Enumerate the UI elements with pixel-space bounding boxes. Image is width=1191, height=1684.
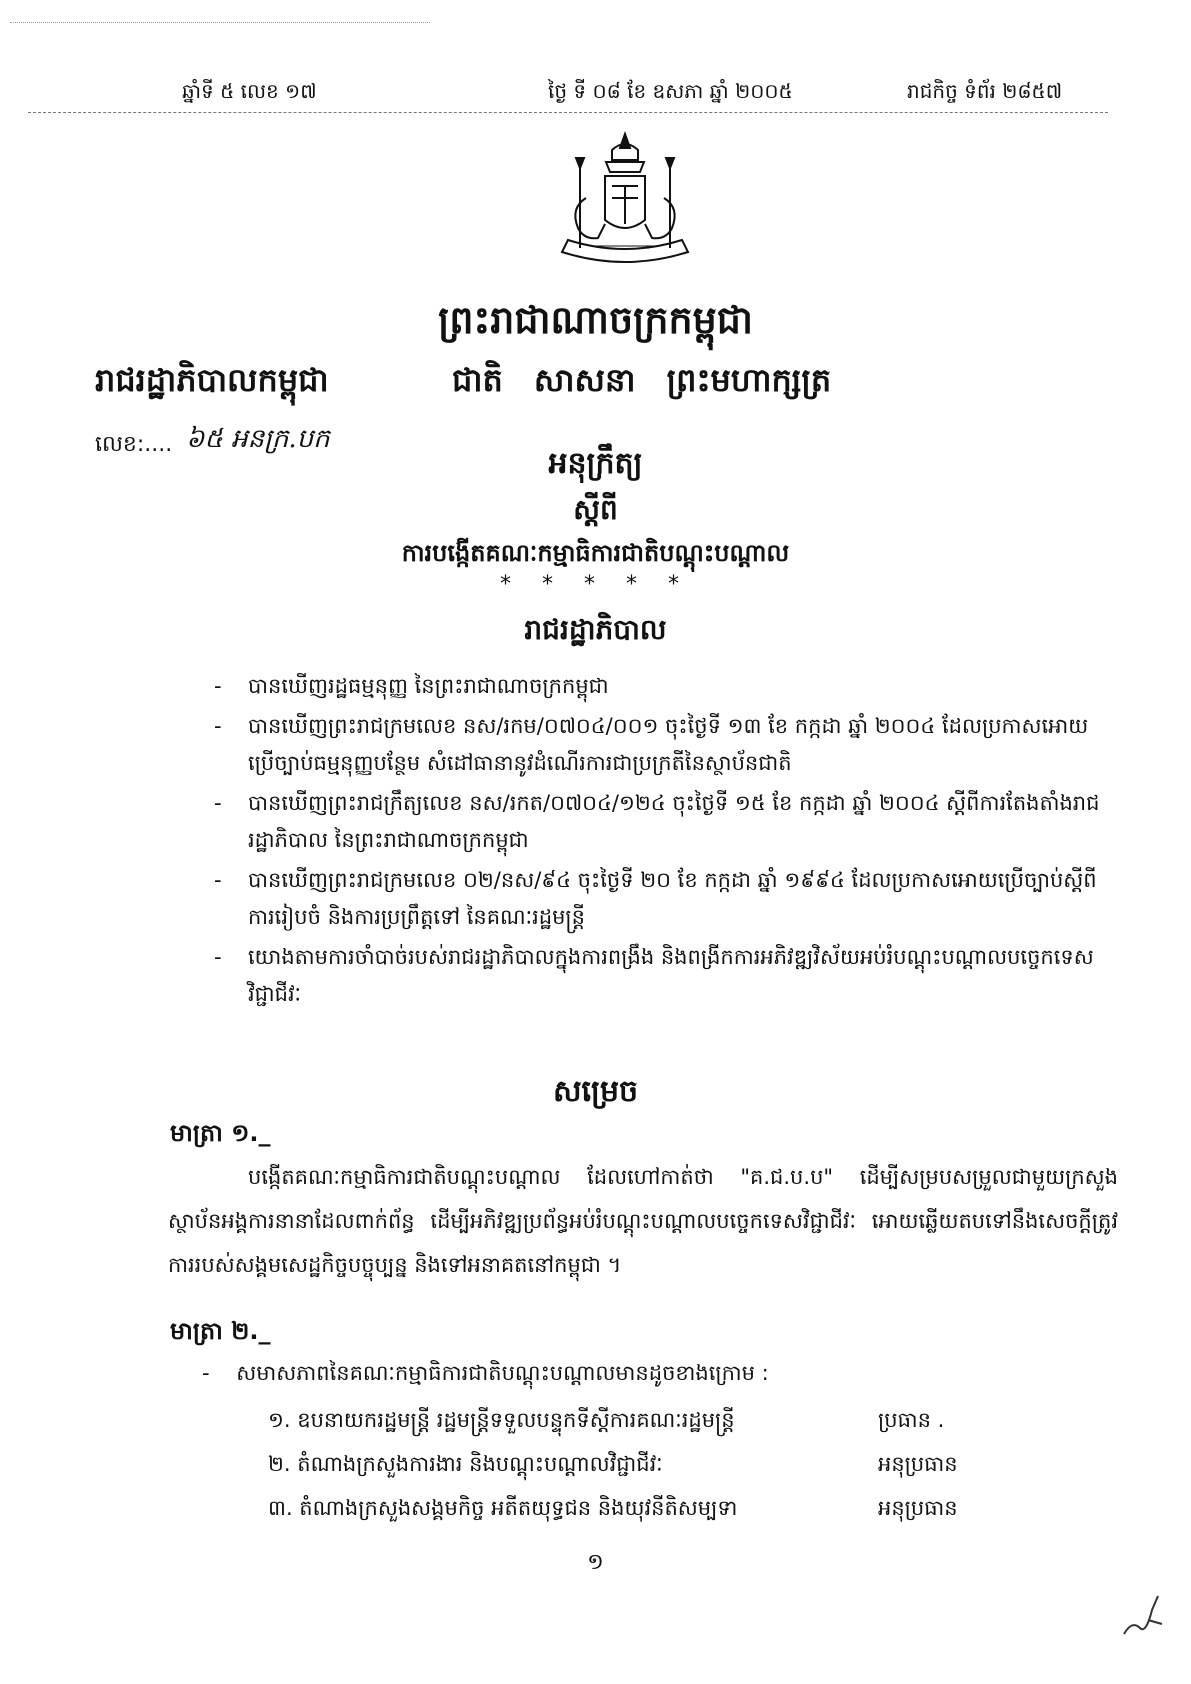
list-item: - បានឃើញព្រះរាជក្រមលេខ ០២/នស/៩៤ ចុះថ្ងៃទី ២០ ខែ កក្កដា ឆ្នាំ ១៩៩៤ ដែលប្រកាសអោយប្រើច្បាប់ស្តីពីការរៀបចំ និងការប្រព្រឹត្តទៅ នៃគណៈរដ្ឋមន្ត្រី (214, 868, 1097, 929)
document-type: អនុក្រឹត្យ (548, 446, 643, 481)
document-number-value: ៦៥ អនក្រ.បក (186, 424, 330, 454)
member-name: ១. ឧបនាយករដ្ឋមន្ត្រី រដ្ឋមន្ត្រីទទួលបន្ទុកទីស្តីការគណៈរដ្ឋមន្ត្រី (268, 1407, 735, 1432)
list-item (268, 1444, 988, 1488)
government-name: រាជរដ្ឋាភិបាលកម្ពុជា (95, 361, 329, 399)
list-item (268, 1488, 988, 1532)
initial-mark-icon (1118, 1590, 1168, 1640)
page-number: ១ (587, 1550, 604, 1575)
document-subject: ការបង្កើតគណៈកម្មាធិការជាតិបណ្តុះបណ្តាល (401, 539, 790, 567)
list-item: - បានឃើញរដ្ឋធម្មនុញ្ញ នៃព្រះរាជាណាចក្រកម្ពុជា (214, 674, 609, 698)
gazette-year-issue: ឆ្នាំទី ៥ លេខ ១៧ (182, 79, 317, 103)
gazette-page: រាជកិច្ច ទំព័រ ២៨៥៧ (907, 79, 1063, 103)
recital-text: បានឃើញព្រះរាជក្រមលេខ ០២/នស/៩៤ ចុះថ្ងៃទី ២០ ខែ កក្កដា ឆ្នាំ ១៩៩៤ ដែលប្រកាសអោយប្រើច្បាប់ស្តីពីការរៀបចំ និងការប្រព្រឹត្តទៅ នៃគណៈរដ្ឋមន្ត្រី (248, 868, 1097, 929)
kingdom-title: ព្រះរាជាណាចក្រកម្ពុជា (438, 298, 753, 342)
list-item: - យោងតាមការចាំបាច់របស់រាជរដ្ឋាភិបាលក្នុងការពង្រឹង និងពង្រីកការអភិវឌ្ឍវិស័យអប់រំបណ្តុះបណ្តាលបច្ចេកទេសវិជ្ជាជីវៈ (214, 945, 1094, 1006)
list-item (268, 1400, 988, 1444)
about-label: ស្តីពី (573, 493, 618, 526)
gazette-date: ថ្ងៃ ទី ០៨ ខែ ឧសភា ឆ្នាំ ២០០៥ (548, 79, 793, 103)
member-role: ប្រធាន . (878, 1407, 945, 1432)
document-number-label: លេខ:.... (95, 432, 173, 457)
article-1-heading: មាត្រា ១._ (170, 1119, 271, 1147)
list-item: - បានឃើញព្រះរាជក្រឹត្យលេខ នស/រកត/០៧០៤/១២៤ ចុះថ្ងៃទី ១៥ ខែ កក្កដា ឆ្នាំ ២០០៤ ស្តីពីការតែងតាំងរាជរដ្ឋាភិបាល នៃព្រះរាជាណាចក្រកម្ពុជា (214, 791, 1100, 852)
recital-text: បានឃើញរដ្ឋធម្មនុញ្ញ នៃព្រះរាជាណាចក្រកម្ពុជា (248, 674, 609, 698)
decision-title: សម្រេច (552, 1074, 639, 1109)
article-2-intro-text: សមាសភាពនៃគណៈកម្មាធិការជាតិបណ្តុះបណ្តាលមានដូចខាងក្រោម : (236, 1361, 769, 1385)
member-name: ៣. តំណាងក្រសួងសង្គមកិច្ច អតីតយុទ្ធជន និងយុវនីតិសម្បទា (268, 1495, 738, 1520)
separator-stars: * * * * * (500, 572, 691, 597)
header-divider (28, 112, 1108, 113)
member-role: អនុប្រធាន (878, 1451, 958, 1476)
article-2-heading: មាត្រា ២._ (170, 1317, 271, 1345)
member-name: ២. តំណាងក្រសួងការងារ និងបណ្តុះបណ្តាលវិជ្ជាជីវៈ (268, 1451, 663, 1476)
scan-artifact (10, 22, 430, 41)
list-item: - បានឃើញព្រះរាជក្រមលេខ នស/រកម/០៧០៤/០០១ ចុះថ្ងៃទី ១៣ ខែ កក្កដា ឆ្នាំ ២០០៤ ដែលប្រកាសអោយប្រើច្បាប់ធម្មនុញ្ញបន្ថែម សំដៅធានានូវដំណើរការជាប្រក្រតីនៃស្ថាប័នជាតិ (214, 714, 1089, 775)
recital-text: យោងតាមការចាំបាច់របស់រាជរដ្ឋាភិបាលក្នុងការពង្រឹង និងពង្រីកការអភិវឌ្ឍវិស័យអប់រំបណ្តុះបណ្តាលបច្ចេកទេសវិជ្ជាជីវៈ (248, 945, 1094, 1006)
article-2-intro: - សមាសភាពនៃគណៈកម្មាធិការជាតិបណ្តុះបណ្តាលមានដូចខាងក្រោម : (202, 1361, 769, 1385)
recitals-list (214, 668, 1114, 1016)
recital-text: បានឃើញព្រះរាជក្រមលេខ នស/រកម/០៧០៤/០០១ ចុះថ្ងៃទី ១៣ ខែ កក្កដា ឆ្នាំ ២០០៤ ដែលប្រកាសអោយប្រើច្បាប់ធម្មនុញ្ញបន្ថែម សំដៅធានានូវដំណើរការជាប្រក្រតីនៃស្ថាប័នជាតិ (248, 714, 1089, 775)
recital-text: បានឃើញព្រះរាជក្រឹត្យលេខ នស/រកត/០៧០៤/១២៤ ចុះថ្ងៃទី ១៥ ខែ កក្កដា ឆ្នាំ ២០០៤ ស្តីពីការតែងតាំងរាជរដ្ឋាភិបាល នៃព្រះរាជាណាចក្រកម្ពុជា (248, 791, 1100, 852)
article-1-body: បង្កើតគណៈកម្មាធិការជាតិបណ្តុះបណ្តាល ដែលហៅកាត់ថា "គ.ជ.ប.ប" ដើម្បីសម្របសម្រួលជាមួយក្រសួង ស្ថាប័នអង្គការនានាដែលពាក់ព័ន្ធ ដើម្បីអភិវឌ្ឍប្រព័ន្ធអប់រំបណ្តុះបណ្តាលបច្ចេកទេសវិជ្ជាជីវៈ អោយឆ្លើយតបទៅនឹងសេចក្តីត្រូវការរបស់សង្គមសេដ្ឋកិច្ចបច្ចុប្បន្ន និងទៅអនាគតនៅកម្ពុជា ។ (168, 1165, 1118, 1277)
member-role: អនុប្រធាន (878, 1495, 958, 1520)
issuer-title: រាជរដ្ឋាភិបាល (524, 613, 667, 646)
members-list (268, 1400, 988, 1532)
national-motto: ជាតិ សាសនា ព្រះមហាក្សត្រ (452, 361, 832, 399)
royal-coat-of-arms-icon (550, 128, 700, 276)
